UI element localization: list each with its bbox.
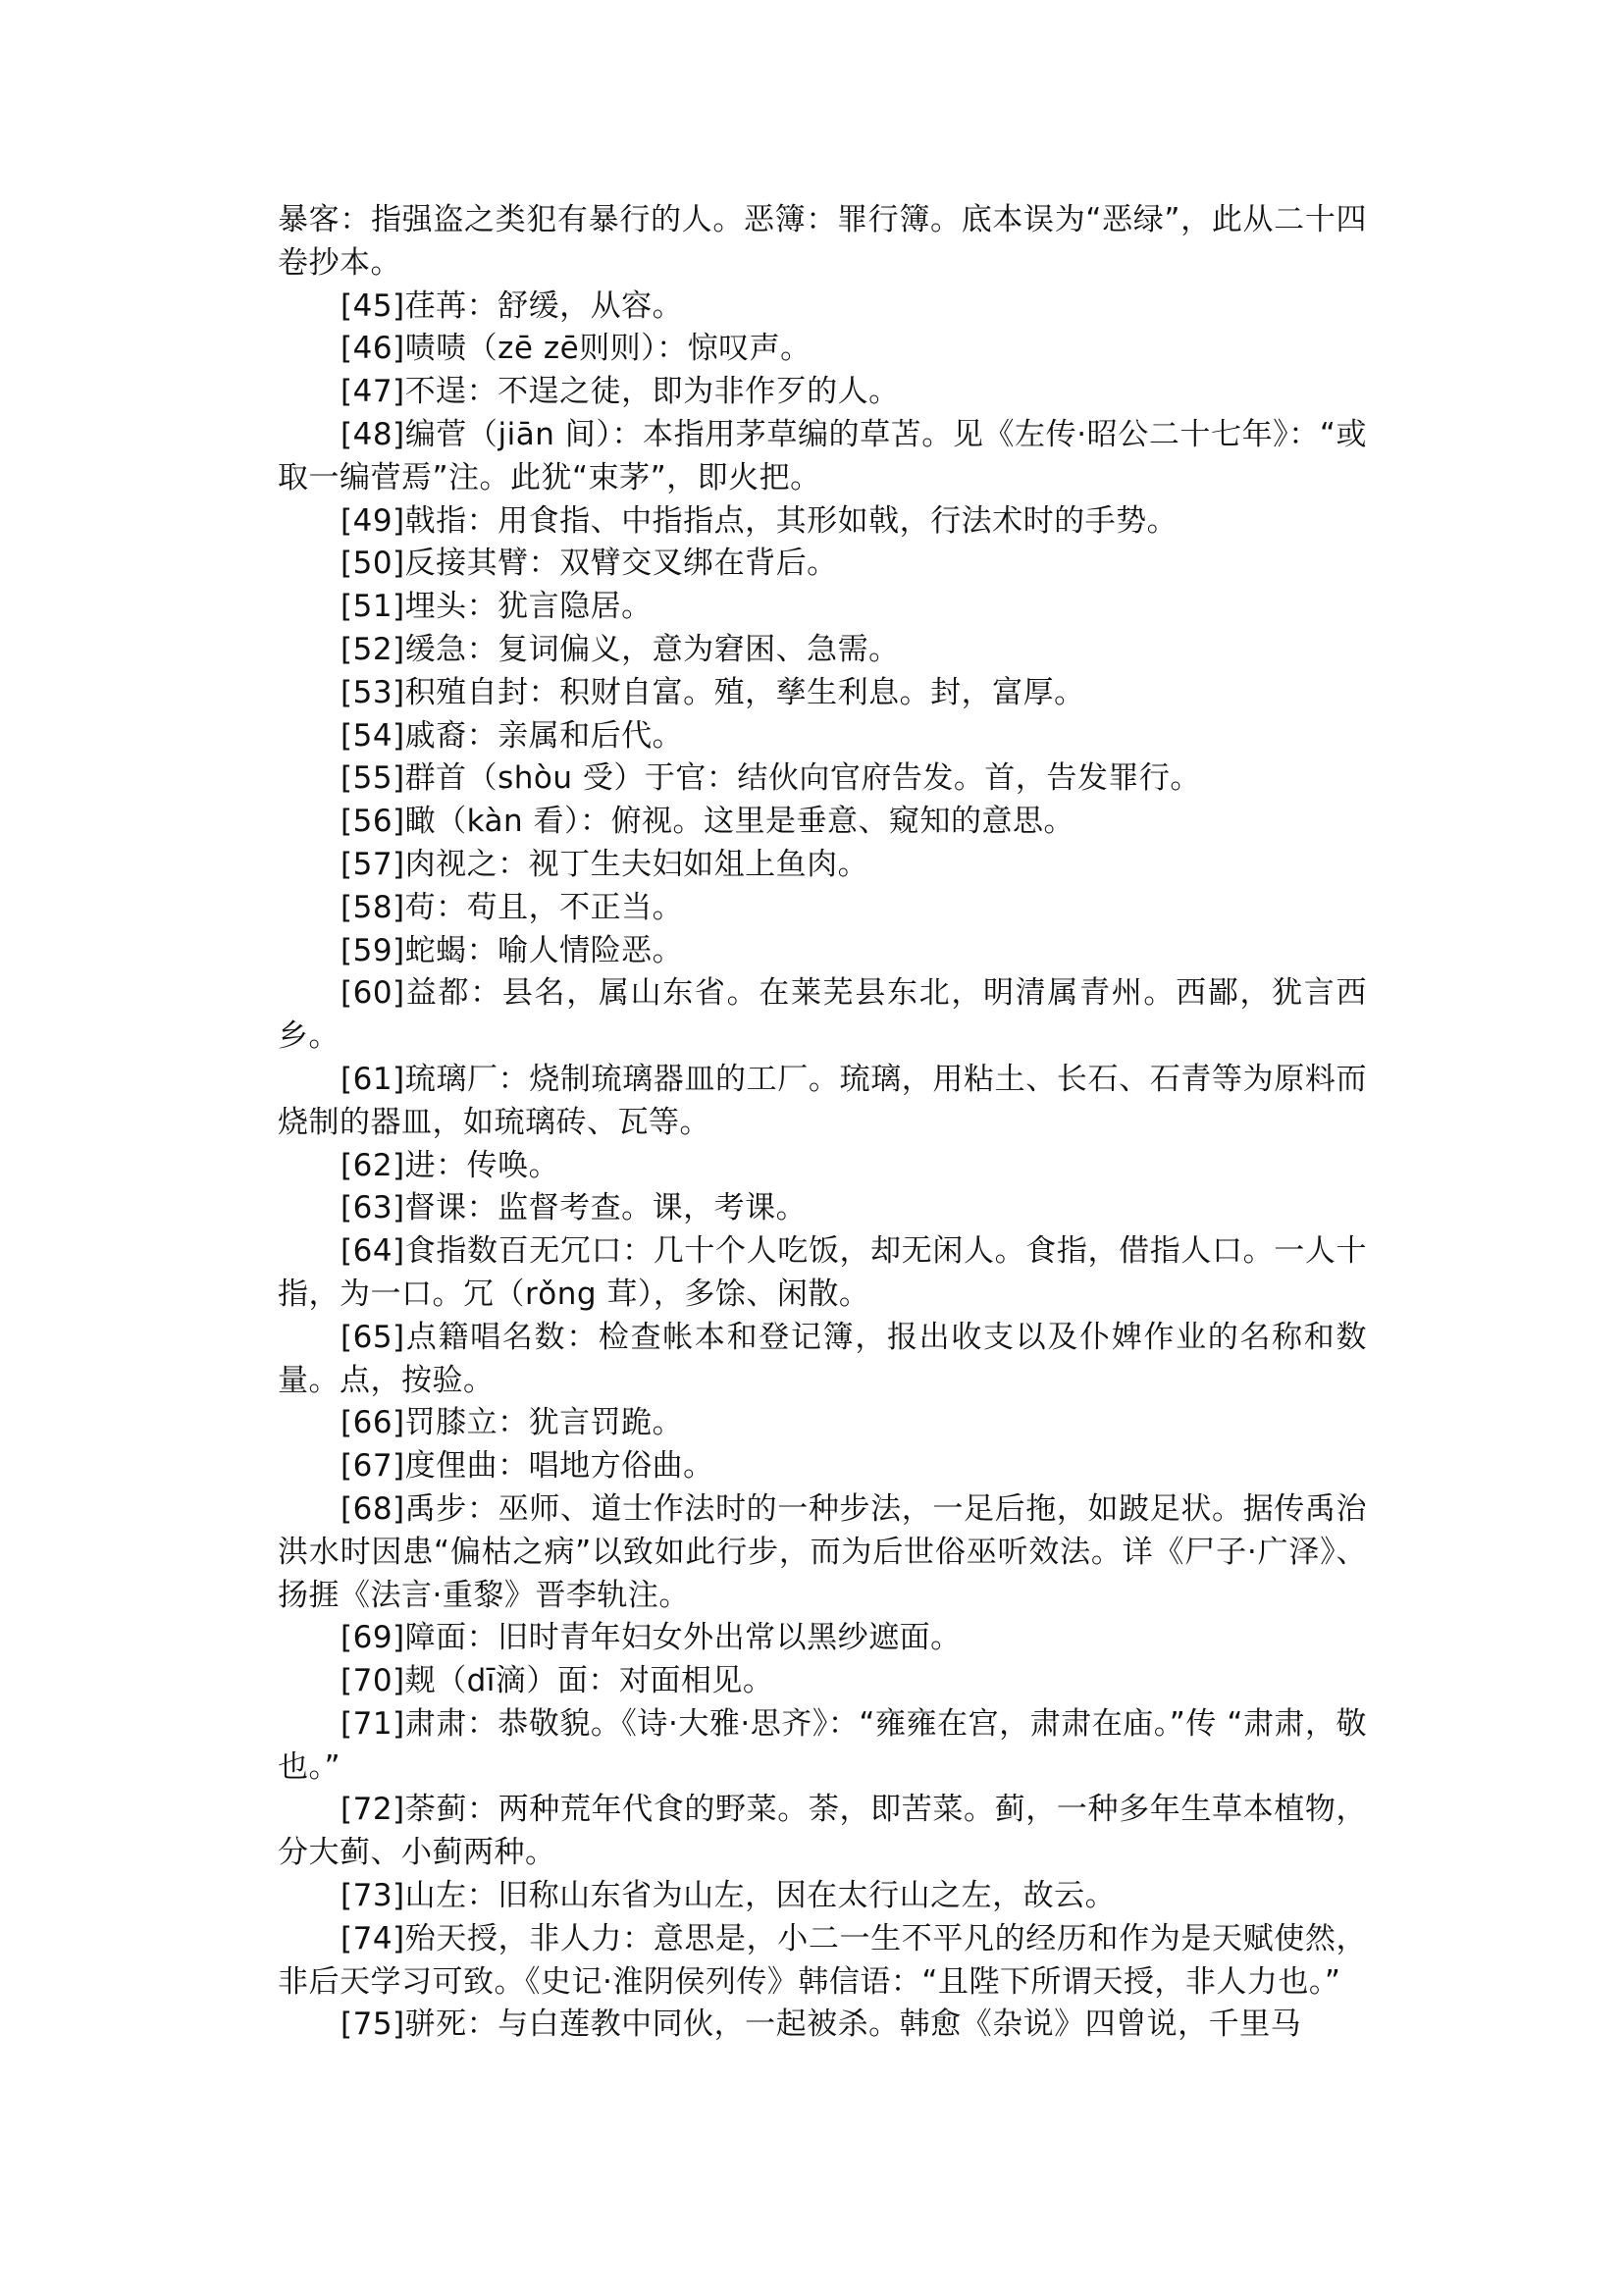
annotation-note-paragraph: [66]罚膝立：犹言罚跪。 [341,1405,684,1441]
annotation-note-paragraph: [57]肉视之：视丁生夫妇如俎上鱼肉。 [341,846,869,882]
annotation-note-paragraph: [48]编菅（jiān 间）：本指用茅草编的草苫。见《左传·昭公二十七年》：“或取一编菅焉”注。此犹“束茅”，即火把。 [278,416,1367,495]
annotation-note-paragraph: [70]觌（dī滴）面：对面相见。 [341,1663,774,1699]
annotation-note-paragraph: [71]肃肃：恭敬貌。《诗·大雅·思齐》：“雍雍在宫，肃肃在庙。”传 “肃肃，敬也。” [278,1705,1367,1785]
annotation-note-paragraph: [72]荼蓟：两种荒年代食的野菜。荼，即苦菜。蓟，一种多年生草本植物，分大蓟、小蓟两种。 [278,1792,1367,1871]
continued-annotation-paragraph: 暴客：指强盗之类犯有暴行的人。恶簿：罪行簿。底本误为“恶绿”，此从二十四卷抄本。 [278,202,1367,281]
annotation-note-paragraph: [52]缓急：复词偏义，意为窘困、急需。 [341,631,900,667]
annotation-note-paragraph: [61]琉璃厂：烧制琉璃器皿的工厂。琉璃，用粘土、长石、石青等为原料而烧制的器皿，如琉璃砖、瓦等。 [278,1061,1367,1140]
annotation-note-paragraph: [68]禹步：巫师、道士作法时的一种步法，一足后拖，如跛足状。据传禹治洪水时因患“偏枯之病”以致如此行步，而为后世俗巫听效法。详《尸子·广泽》、扬捱《法言·重黎》晋李轨注。 [278,1490,1367,1613]
annotation-note-paragraph: [47]不逞：不逞之徒，即为非作歹的人。 [341,374,900,410]
annotation-note-paragraph: [74]殆天授，非人力：意思是，小二一生不平凡的经历和作为是天赋使然，非后天学习可致。《史记·淮阴侯列传》韩信语：“且陛下所谓天授，非人力也。” [278,1920,1367,2000]
annotation-note-paragraph: [50]反接其臂：双臂交叉绑在背后。 [341,546,838,582]
annotation-note-paragraph: [55]群首（shòu 受）于官：结伙向官府告发。首，告发罪行。 [341,760,1201,797]
annotation-note-paragraph: [60]益都：县名，属山东省。在莱芜县东北，明清属青州。西鄙，犹言西乡。 [278,975,1367,1055]
annotation-note-paragraph: [53]积殖自封：积财自富。殖，孳生利息。封，富厚。 [341,674,1085,710]
annotation-note-paragraph: [58]苟：苟且，不正当。 [341,889,684,925]
annotation-note-paragraph: [69]障面：旧时青年妇女外出常以黑纱遮面。 [341,1620,962,1656]
annotation-note-paragraph: [49]戟指：用食指、中指指点，其形如戟，行法术时的手势。 [341,502,1179,539]
annotation-note-paragraph: [67]度俚曲：唱地方俗曲。 [341,1448,714,1485]
annotation-note-paragraph: [59]蛇蝎：喻人情险恶。 [341,932,684,968]
annotation-note-paragraph: [65]点籍唱名数：检查帐本和登记簿，报出收支以及仆婢作业的名称和数量。点，按验。 [278,1319,1367,1398]
annotation-text-body [278,199,1367,2047]
annotation-note-paragraph: [62]进：传唤。 [341,1147,560,1183]
annotation-note-paragraph: [75]骈死：与白莲教中同伙，一起被杀。韩愈《杂说》四曾说，千里马 [341,2007,1302,2043]
annotation-note-paragraph: [73]山左：旧称山东省为山左，因在太行山之左，故云。 [341,1878,1117,1914]
annotation-note-paragraph: [64]食指数百无冗口：几十个人吃饭，却无闲人。食指，借指人口。一人十指，为一口。冗（rǒng 茸），多馀、闲散。 [278,1233,1367,1312]
annotation-note-paragraph: [54]戚裔：亲属和后代。 [341,717,684,754]
annotation-note-paragraph: [51]埋头：犹言隐居。 [341,589,653,625]
annotation-note-paragraph: [63]督课：监督考查。课，考课。 [341,1190,808,1226]
annotation-note-paragraph: [46]啧啧（zē zē则则）：惊叹声。 [341,331,812,367]
annotation-note-paragraph: [45]荏苒：舒缓，从容。 [341,287,684,324]
annotation-note-paragraph: [56]瞰（kàn 看）：俯视。这里是垂意、窥知的意思。 [341,804,1075,840]
